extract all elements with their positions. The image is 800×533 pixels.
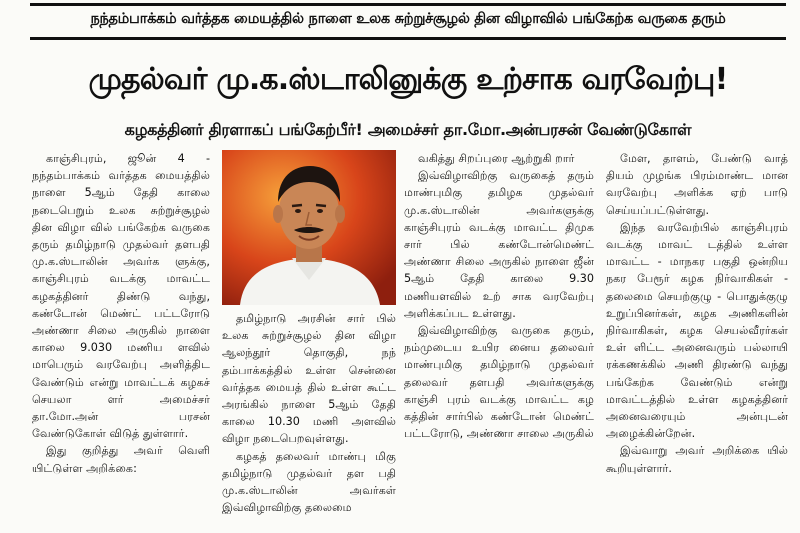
article-column-2 <box>222 310 396 530</box>
paragraph: கழகத் தலைவர் மாண்பு மிகு தமிழ்நாடு முதல்வர் தள பதி மு.க.ஸ்டாலின் அவர்கள் இவ்விழாவிற்கு தலைமை <box>222 449 396 515</box>
paragraph: இவ்விழாவிற்கு வருகைத் தரும் மாண்புமிகு தமிழக முதல்வர் மு.க.ஸ்டாலின் அவர்களுக்கு காஞ்சிபுரம் வடக்கு மாவட்ட திமுக சார் பில் கண்டோன்மெண்ட் அண்ணா சிலை அருகில் நாளை ஜீன் 5ஆம் தேதி காலை 9.30 மணியளவில் உற் சாக வரவேற்பு அளிக்கப்பட உள்ளது. <box>404 169 594 320</box>
kicker-line: நந்தம்பாக்கம் வர்த்தக மையத்தில் நாளை உலக சுற்றுச்சூழல் தின விழாவில் பங்கேற்க வருகை தரும் <box>90 11 726 27</box>
paragraph: இது குறித்து அவர் வெளி யிட்டுள்ள அறிக்கை: <box>32 444 210 475</box>
paragraph: இவ்வாறு அவர் அறிக்கை யில் கூறியுள்ளார். <box>606 444 788 475</box>
paragraph: காஞ்சிபுரம், ஜூன் 4 - நந்தம்பாக்கம் வர்த்தக மையத்தில் நாளை 5ஆம் தேதி காலை நடைபெறும் உலக சுற்றுச்சூழல் தின விழா வில் பங்கேற்க வருகை தரும் தமிழ்நாடு முதல்வர் தளபதி மு.க.ஸ்டாலின் அவர்க ளுக்கு, காஞ்சிபுரம் வடக்கு மாவட்ட கழகத்தினர் திண்டு வந்து, கண்டோன் மெண்ட் பட்டரோடு அண்ணா சிலை அருகில் நாளை காலை 9.030 மணிய ளவில் மாபெரும் வரவேற்பு அளித்திட வேண்டும் என்று மாவட்டக் கழகச் செயலா ளர் அமைச்சர் தா.மோ.அன் பரசன் வேண்டுகோள் விடுத் துள்ளார். <box>32 152 210 441</box>
article-column-3 <box>404 150 594 530</box>
paragraph: வகித்து சிறப்புரை ஆற்றுகி றார் <box>418 152 575 165</box>
kicker-rule <box>30 37 786 40</box>
minister-photo <box>222 150 396 305</box>
subheadline: கழகத்தினர் திரளாகப் பங்கேற்பீர்! அமைச்சர் தா.மோ.அன்பரசன் வேண்டுகோள் <box>124 119 692 139</box>
article-column-4 <box>606 150 788 530</box>
portrait-image <box>222 150 396 305</box>
paragraph: தமிழ்நாடு அரசின் சார் பில் உலக சுற்றுச்சூழல் தின விழா ஆலந்தூர் தொகுதி, நந் தம்பாக்கத்தில் உள்ள சென்னை வர்த்தக மையத் தில் உள்ள கூட்ட அரங்கில் நாளை 5ஆம் தேதி காலை 10.30 மணி அளவில் விழா நடைபெறவுள்ளது. <box>222 312 396 446</box>
paragraph: இந்த வரவேற்பில் காஞ்சிபுரம் வடக்கு மாவட் டத்தில் உள்ள மாவட்ட - மாநகர பகுதி ஒன்றிய நகர பேரூர் கழக நிர்வாகிகள் - தலைமை செயற்குழு - பொதுக்குழு உறுப்பினர்கள், கழக அணிகளின் நிர்வாகிகள், கழக செயல்வீரர்கள் உள் ளிட்ட அனைவரும் பல்லாயி ரக்கணக்கில் அணி திரண்டு வந்து பங்கேற்க வேண்டும் என்று மாவட்டத்தில் உள்ள கழகத்தினர் அனைவரையும் அன்புடன் அழைக்கின்றேன். <box>606 220 788 441</box>
paragraph: இவ்விழாவிற்கு வருகை தரும், நம்முடைய உயிர னைய தலைவர் மாண்புமிகு தமிழ்நாடு முதல்வர் தலைவர் தளபதி அவர்களுக்கு காஞ்சி புரம் வடக்கு மாவட்ட கழ கத்தின் சார்பில் கண்டோன் மெண்ட் பட்டரோடு, அண்ணா சாலை அருகில் <box>404 324 594 441</box>
article-column-1 <box>32 150 210 530</box>
headline: முதல்வர் மு.க.ஸ்டாலினுக்கு உற்சாக வரவேற்பு! <box>88 61 728 97</box>
paragraph: மேள, தாளம், பேண்டு வாத் தியம் முழங்க பிரம்மாண்ட மான வரவேற்பு அளிக்க ஏற் பாடு செய்யப்பட்டுள்ளது. <box>606 152 788 217</box>
